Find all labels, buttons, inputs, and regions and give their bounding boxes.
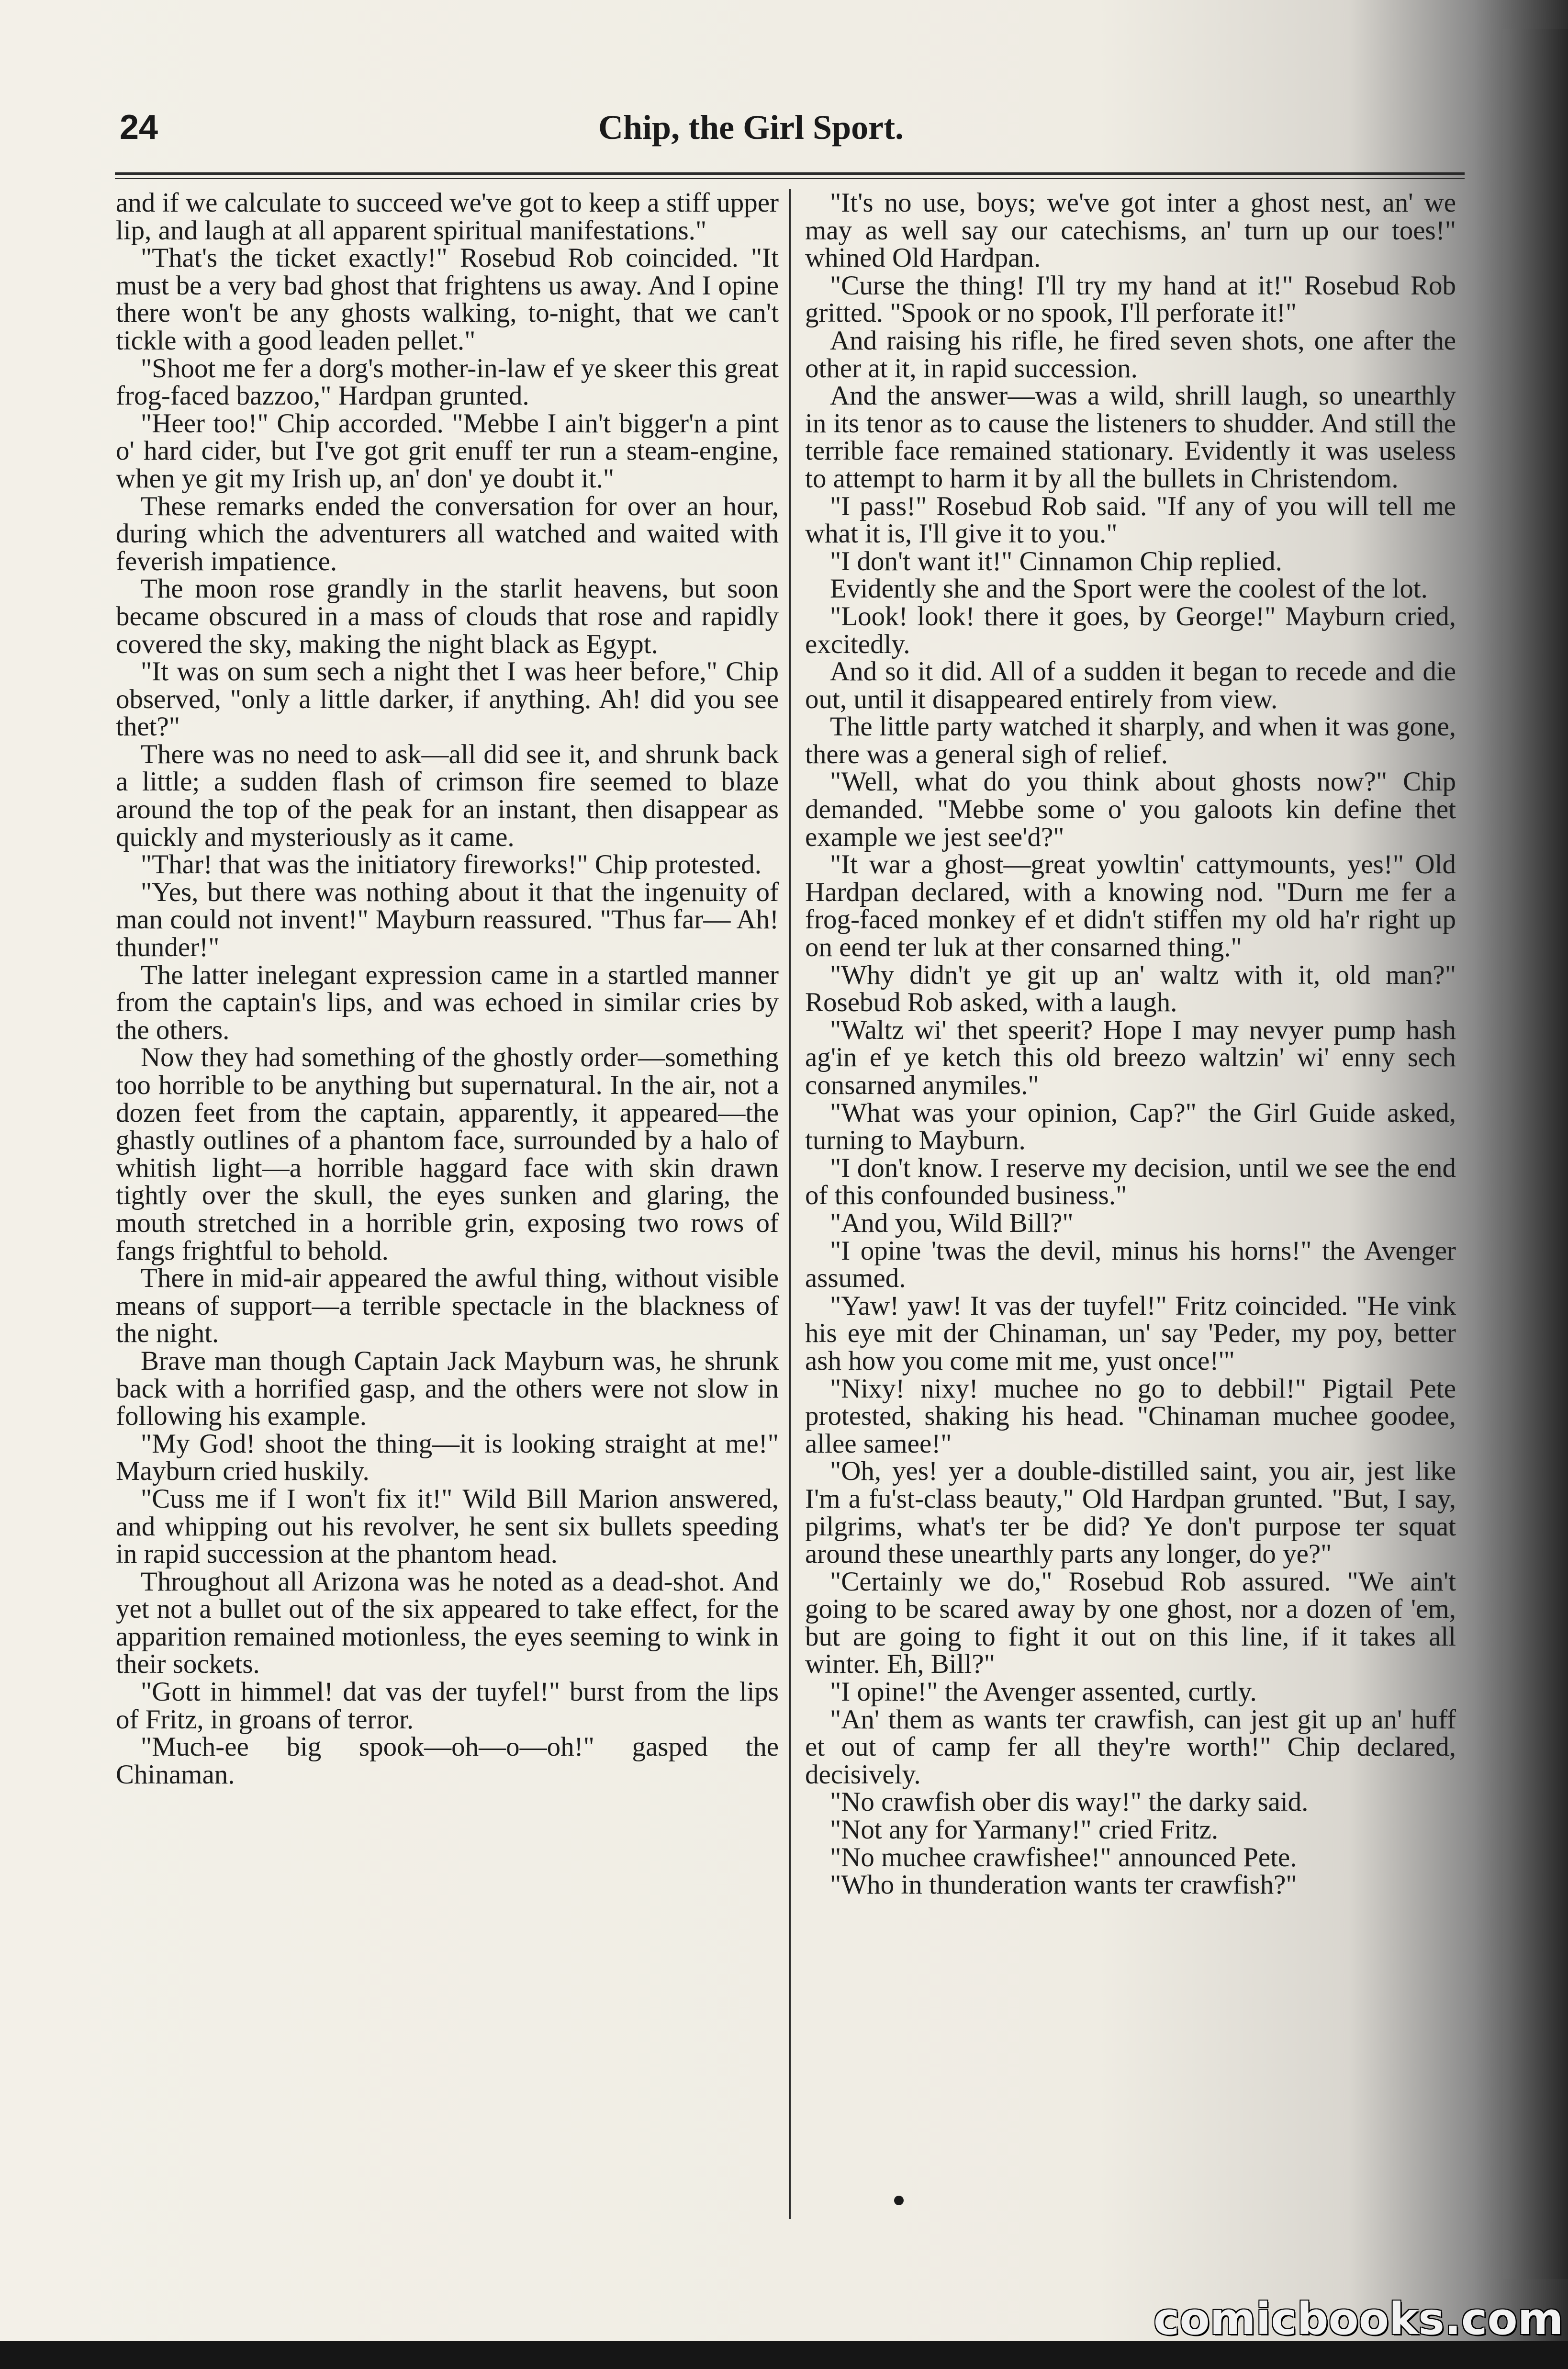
paragraph: "My God! shoot the thing—it is looking straight at me!" Mayburn cried huskily.: [116, 1428, 779, 1487]
column-rule: [789, 189, 791, 2219]
paragraph: And the answer—was a wild, shrill laugh, so unearthly in its tenor as to cause the listeners to shudder. And still the terrible face remained stationary. Evidently it was useless to attempt to harm it by all the bullets in Christendom.: [805, 381, 1456, 494]
page-number: 24: [120, 108, 158, 147]
paragraph: "No muchee crawfishee!" announced Pete.: [830, 1842, 1297, 1873]
watermark: comicbooks.com: [1154, 2293, 1564, 2345]
paragraph: "It's no use, boys; we've got inter a ghost nest, an' we may as well say our catechisms, an' turn up our toes!" whined Old Hardpan.: [805, 188, 1456, 273]
paragraph: "Cuss me if I won't fix it!" Wild Bill Marion answered, and whipping out his revolver, he sent six bullets speeding in rapid succession at the phantom head.: [116, 1483, 779, 1569]
paragraph: "Certainly we do," Rosebud Rob assured. "We ain't going to be scared away by one ghost, nor a dozen of 'em, but are going to fight it out on this line, if it takes all winter. Eh, Bill?": [805, 1566, 1456, 1680]
left-column: [116, 189, 779, 1788]
paragraph: There was no need to ask—all did see it, and shrunk back a little; a sudden flash of crimson fire seemed to blaze around the top of the peak for an instant, then disappear as quickly and mysteriously as it came.: [116, 739, 779, 852]
paragraph: The moon rose grandly in the starlit heavens, but soon became obscured in a mass of clouds that rose and rapidly covered the sky, making the night black as Egypt.: [116, 574, 779, 659]
paragraph: "Much-ee big spook—oh—o—oh!" gasped the Chinaman.: [116, 1732, 779, 1790]
paragraph: "It war a ghost—great yowltin' cattymounts, yes!" Old Hardpan declared, with a knowing nod. "Durn me fer a frog-faced monkey ef et didn't stiffen my old ha'r right up on eend ter luk at ther consarned thing.": [805, 849, 1456, 963]
paragraph: "I opine 'twas the devil, minus his horns!" the Avenger assumed.: [805, 1235, 1456, 1294]
right-column: [805, 189, 1456, 1899]
paragraph: And raising his rifle, he fired seven shots, one after the other at it, in rapid succession.: [805, 325, 1456, 384]
paragraph: "I opine!" the Avenger assented, curtly.: [830, 1677, 1257, 1707]
paragraph: There in mid-air appeared the awful thing, without visible means of support—a terrible spectacle in the blackness of the night.: [116, 1263, 779, 1349]
paragraph: These remarks ended the conversation for over an hour, during which the adventurers all watched and waited with feverish impatience.: [116, 491, 779, 576]
paragraph: "That's the ticket exactly!" Rosebud Rob coincided. "It must be a very bad ghost that frightens us away. And I opine there won't be any ghosts walking, to-night, that we can't tickle with a good leaden pellet.": [116, 243, 779, 356]
paragraph: "Who in thunderation wants ter crawfish?": [830, 1870, 1297, 1900]
paragraph: "Look! look! there it goes, by George!" Mayburn cried, excitedly.: [805, 601, 1456, 659]
paragraph: The little party watched it sharply, and when it was gone, there was a general sigh of relief.: [805, 711, 1456, 769]
paragraph: "Yaw! yaw! It vas der tuyfel!" Fritz coincided. "He vink his eye mit der Chinaman, un' say 'Peder, my poy, better ash how you come mit me, yust once!'": [805, 1290, 1456, 1376]
header-rule: [115, 172, 1465, 175]
paragraph: "I pass!" Rosebud Rob said. "If any of you will tell me what it is, I'll give it to you.": [805, 491, 1456, 549]
paragraph: "What was your opinion, Cap?" the Girl Guide asked, turning to Mayburn.: [805, 1097, 1456, 1156]
paragraph: "Not any for Yarmany!" cried Fritz.: [830, 1815, 1219, 1845]
paragraph: "Yes, but there was nothing about it that the ingenuity of man could not invent!" Mayburn reassured. "Thus far— Ah! thunder!": [116, 877, 779, 963]
paragraph: "Why didn't ye git up an' waltz with it, old man?" Rosebud Rob asked, with a laugh.: [805, 959, 1456, 1018]
paragraph: "Thar! that was the initiatory fireworks!" Chip protested.: [141, 849, 762, 880]
paragraph: "Curse the thing! I'll try my hand at it!" Rosebud Rob gritted. "Spook or no spook, I'll perforate it!": [805, 270, 1456, 328]
paragraph: "Gott in himmel! dat vas der tuyfel!" burst from the lips of Fritz, in groans of terror.: [116, 1677, 779, 1735]
paragraph: "I don't want it!" Cinnamon Chip replied.: [830, 546, 1282, 576]
paragraph: "Nixy! nixy! muchee no go to debbil!" Pigtail Pete protested, shaking his head. "Chinaman muchee goodee, allee samee!": [805, 1373, 1456, 1459]
paragraph: "An' them as wants ter crawfish, can jest git up an' huff et out of camp fer all they're worth!" Chip declared, decisively.: [805, 1704, 1456, 1790]
paragraph: and if we calculate to succeed we've got to keep a stiff upper lip, and laugh at all apparent spiritual manifestations.": [116, 188, 779, 246]
page-header: [120, 108, 1460, 165]
paragraph: "No crawfish ober dis way!" the darky said.: [830, 1787, 1309, 1817]
paragraph: "Waltz wi' thet speerit? Hope I may nevyer pump hash ag'in ef ye ketch this old breezo waltzin' wi' enny sech consarned anymiles.": [805, 1015, 1456, 1100]
paragraph: "Shoot me fer a dorg's mother-in-law ef ye skeer this great frog-faced bazzoo," Hardpan grunted.: [116, 353, 779, 411]
header-rule-thin: [115, 178, 1465, 179]
binding-shadow: [1503, 29, 1568, 2279]
paragraph: Now they had something of the ghostly order—something too horrible to be anything but supernatural. In the air, not a dozen feet from the captain, apparently, it appeared—the ghastly outlines of a phantom face, surrounded by a halo of whitish light—a horrible haggard face with skin drawn tightly over the skull, the eyes sunken and glaring, the mouth stretched in a horrible grin, exposing two rows of fangs frightful to behold.: [116, 1042, 779, 1266]
running-title: Chip, the Girl Sport.: [598, 108, 904, 147]
paragraph: Brave man though Captain Jack Mayburn was, he shrunk back with a horrified gasp, and the others were not slow in following his example.: [116, 1345, 779, 1432]
paragraph: "I don't know. I reserve my decision, until we see the end of this confounded business.": [805, 1152, 1456, 1211]
paragraph: And so it did. All of a sudden it began to recede and die out, until it disappeared entirely from view.: [805, 656, 1456, 714]
end-ornament: [894, 2196, 904, 2205]
paragraph: "Well, what do you think about ghosts now?" Chip demanded. "Mebbe some o' you galoots kin define thet example we jest see'd?": [805, 767, 1456, 852]
paragraph: "Heer too!" Chip accorded. "Mebbe I ain't bigger'n a pint o' hard cider, but I've got grit enuff ter run a steam-engine, when ye git my Irish up, an' don' ye doubt it.": [116, 408, 779, 494]
paragraph: "Oh, yes! yer a double-distilled saint, you air, jest like I'm a fu'st-class beauty," Old Hardpan grunted. "But, I say, pilgrims, what's ter be did? Ye don't purpose ter squat around these unearthly parts any longer, do ye?": [805, 1456, 1456, 1569]
paragraph: "And you, Wild Bill?": [830, 1207, 1074, 1238]
page-bottom-edge: [0, 2341, 1568, 2369]
paragraph: Throughout all Arizona was he noted as a dead-shot. And yet not a bullet out of the six appeared to take effect, for the apparition remained motionless, the eyes seeming to wink in their sockets.: [116, 1566, 779, 1680]
paragraph: The latter inelegant expression came in a startled manner from the captain's lips, and was echoed in similar cries by the others.: [116, 959, 779, 1045]
paragraph: "It was on sum sech a night thet I was heer before," Chip observed, "only a little darker, if anything. Ah! did you see thet?": [116, 656, 779, 742]
paragraph: Evidently she and the Sport were the coolest of the lot.: [830, 574, 1428, 604]
